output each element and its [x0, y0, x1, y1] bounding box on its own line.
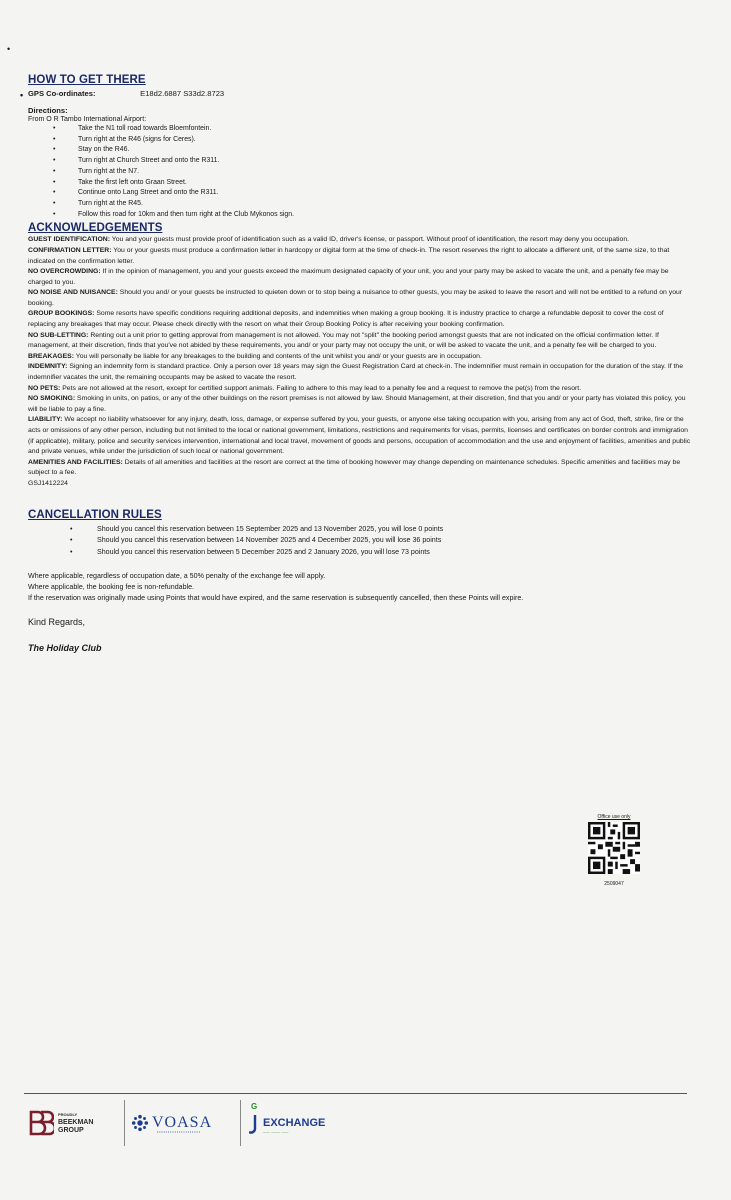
qr-code-icon — [588, 822, 640, 874]
voasa-star-icon — [131, 1114, 149, 1132]
directions-origin: From O R Tambo International Airport: — [28, 116, 147, 123]
acknowledgement-label: BREAKAGES: — [28, 352, 75, 360]
beekman-line2: GROUP — [58, 1127, 84, 1134]
direction-step: • Take the N1 toll road towards Bloemfontein. — [78, 124, 692, 135]
direction-step: • Continue onto Lang Street and onto the R311. — [78, 188, 692, 199]
kind-regards: Kind Regards, — [28, 617, 86, 628]
beekman-proudly: PROUDLY — [58, 1112, 78, 1117]
signature-holiday-club: The Holiday Club — [28, 643, 102, 654]
cancellation-heading: CANCELLATION RULES — [28, 508, 162, 521]
beekman-line1: BEEKMAN — [58, 1119, 94, 1126]
rci-exchange-logo — [240, 1100, 367, 1146]
exchange-j-icon — [249, 1109, 259, 1137]
acknowledgement-text: We accept no liability whatsoever for any injury, death, loss, damage, or expense suffered by you, your guests, or anyone else taking occupation with you, arising from any act of God, theft, strike, fire or the acts or omissions of any other person, including but not limited to the local or national government, limitations, restrictions and requirements for visas, permits, licenses and certificates on border controls and immigration (if applicable), military, police and security services intervention, international and local travel, movement of goods and persons, occupation of accommodation and the use and enjoyment of facilities, amenities and public and private venues, while under the jurisdiction of such local or national government. — [28, 416, 691, 456]
beekman-bb-icon — [28, 1109, 54, 1137]
acknowledgement-label: INDEMNITY: — [28, 363, 68, 371]
acknowledgement-label: NO SMOKING: — [28, 395, 76, 403]
acknowledgement-text: You and your guests must provide proof of identification such as a valid ID, driver's license, or passport. Without proof of identification, the resort may deny you occupation. — [110, 236, 630, 244]
directions-list — [24, 124, 692, 220]
voasa-wordmark: VOASA — [152, 1114, 213, 1131]
direction-step: • Follow this road for 10km and then turn right at the Club Mykonos sign. — [78, 210, 692, 221]
acknowledgement-label: GROUP BOOKINGS: — [28, 310, 95, 318]
acknowledgement-label: GUEST IDENTIFICATION: — [28, 236, 110, 244]
direction-step: • Turn right at the N7. — [78, 167, 692, 178]
cancellation-rule: • Should you cancel this reservation between 14 November 2025 and 4 December 2025, you will lose 36 points — [97, 535, 692, 547]
footer-divider — [24, 1093, 687, 1094]
voasa-tagline-mark: • • • • • • • • • • • • • • • • • • • • — [157, 1130, 200, 1134]
direction-step: • Turn right at Church Street and onto the R311. — [78, 156, 692, 167]
acknowledgement-text: You or your guests must produce a confirmation letter in hardcopy or digital form at the time of check-in. The resort reserves the right to allocate a different unit, of the same size, to that indicated on the confirmation letter. — [28, 246, 670, 265]
gps-label: GPS Co-ordinates: — [28, 89, 96, 98]
acknowledgement-text: Some resorts have specific conditions requiring additional deposits, and indemnities when making a group booking. It is industry practice to charge a refundable deposit to cover the cost of replacing any breakages that may occur. Please check directly with the resort on what their Group Booking Policy is after receiving your booking confirmation. — [28, 310, 664, 329]
acknowledgement-text: Pets are not allowed at the resort, except for certified support animals. Failing to adhere to this may lead to a penalty fee and a request to remove the pet(s) from the resort. — [60, 384, 582, 392]
beekman-wordmark — [58, 1111, 93, 1135]
acknowledgement-label: CONFIRMATION LETTER: — [28, 246, 112, 254]
footer-logos — [28, 1100, 358, 1146]
qr-reference-code: 2509047 — [604, 881, 624, 887]
acknowledgement-label: NO PETS: — [28, 384, 61, 392]
beekman-group-logo — [28, 1100, 120, 1146]
acknowledgement-text: Should you and/ or your guests be instructed to quieten down or to stop being a nuisance to other guests, you may be asked to leave the resort and will not be entitled to a refund on your booking. — [28, 289, 683, 307]
cancellation-rule: • Should you cancel this reservation between 15 September 2025 and 13 November 2025, you will lose 0 points — [97, 524, 692, 536]
acknowledgement-text: Details of all amenities and facilities at the resort are correct at the time of booking however may change depending on maintenance schedules. Specific amenities and facilities may be subject to a fee. — [28, 458, 681, 477]
acknowledgement-label: NO SUB-LETTING: — [28, 331, 89, 339]
acknowledgement-label: AMENITIES AND FACILITIES: — [28, 458, 123, 466]
gps-bullet: • — [20, 90, 24, 100]
cancellation-rule: • Should you cancel this reservation between 5 December 2025 and 2 January 2026, you will lose 73 points — [97, 547, 692, 559]
acknowledgement-text: Smoking in units, on patios, or any of the other buildings on the resort premises is not allowed by law. Should Management, at their discretion, find that you and/ or your party has violated this policy, you will be liable to pay a fine. — [28, 395, 686, 413]
acknowledgement-text: Renting out a unit prior to getting approval from management is not allowed. You may not "split" the booking period amongst guests that are not indicated on the official confirmation letter. If management, at their discretion, finds that you've not abided by these requirements, you and/ or your party may not occupy the unit, or will be asked to vacate the unit, and a penalty fee will be charged to you. — [28, 331, 659, 350]
direction-step: • Stay on the R46. — [78, 145, 692, 156]
gps-coordinates — [20, 89, 692, 100]
voasa-logo — [124, 1100, 241, 1146]
acknowledgements-body — [28, 235, 692, 479]
cancellation-note: If the reservation was originally made using Points that would have expired, and the same reservation is subsequently cancelled, then these Points will expire. — [28, 593, 524, 602]
acknowledgement-label: LIABILITY: — [28, 416, 63, 424]
cancellation-note: Where applicable, the booking fee is non-refundable. — [28, 582, 195, 591]
how-to-get-there-heading: HOW TO GET THERE — [28, 74, 146, 86]
directions-title: Directions: — [28, 106, 68, 115]
exchange-tagline-mark: ~~~ ~~~~ ~~~ — [263, 1130, 289, 1135]
cancellation-rules-list — [24, 524, 692, 559]
qr-caption: Office use only — [597, 814, 631, 820]
direction-step: • Turn right at the R46 (signs for Ceres). — [78, 135, 692, 146]
direction-step: • Take the first left onto Graan Street. — [78, 178, 692, 189]
acknowledgement-text: Signing an indemnity form is standard practice. Only a person over 18 years may sign the Guest Registration Card at check-in. The indemnifier must remain in occupation for the duration of the stay. If the indemnifier vacates the unit, the remaining occupants may be asked to vacate the resort. — [28, 363, 684, 382]
cancellation-note: Where applicable, regardless of occupation date, a 50% penalty of the exchange fee will apply. — [28, 572, 326, 581]
acknowledgement-text: You will personally be liable for any breakages to the building and contents of the unit whilst you and/ or your guests are in occupation. — [74, 352, 482, 360]
exchange-wordmark: EXCHANGE — [263, 1117, 326, 1129]
acknowledgements-heading: ACKNOWLEDGEMENTS — [28, 222, 163, 235]
direction-step: • Turn right at the R45. — [78, 199, 692, 210]
acknowledgement-label: NO OVERCROWDING: — [28, 268, 101, 276]
acknowledgement-label: NO NOISE AND NUISANCE: — [28, 289, 118, 297]
document-content — [20, 74, 692, 654]
gps-value: E18d2.6887 S33d2.8723 — [140, 89, 225, 98]
exchange-g-mark: G — [251, 1102, 258, 1111]
acknowledgement-text: If in the opinion of management, you and your guests exceed the maximum designated capacity of your unit, you and your party may be asked to vacate the unit, and a penalty fee may be charged to you. — [28, 268, 669, 286]
margin-mark: • — [7, 44, 11, 54]
office-use-qr — [588, 814, 640, 887]
cancellation-notes — [28, 571, 692, 603]
acknowledgements-code: GSJ1412224 — [28, 479, 68, 487]
